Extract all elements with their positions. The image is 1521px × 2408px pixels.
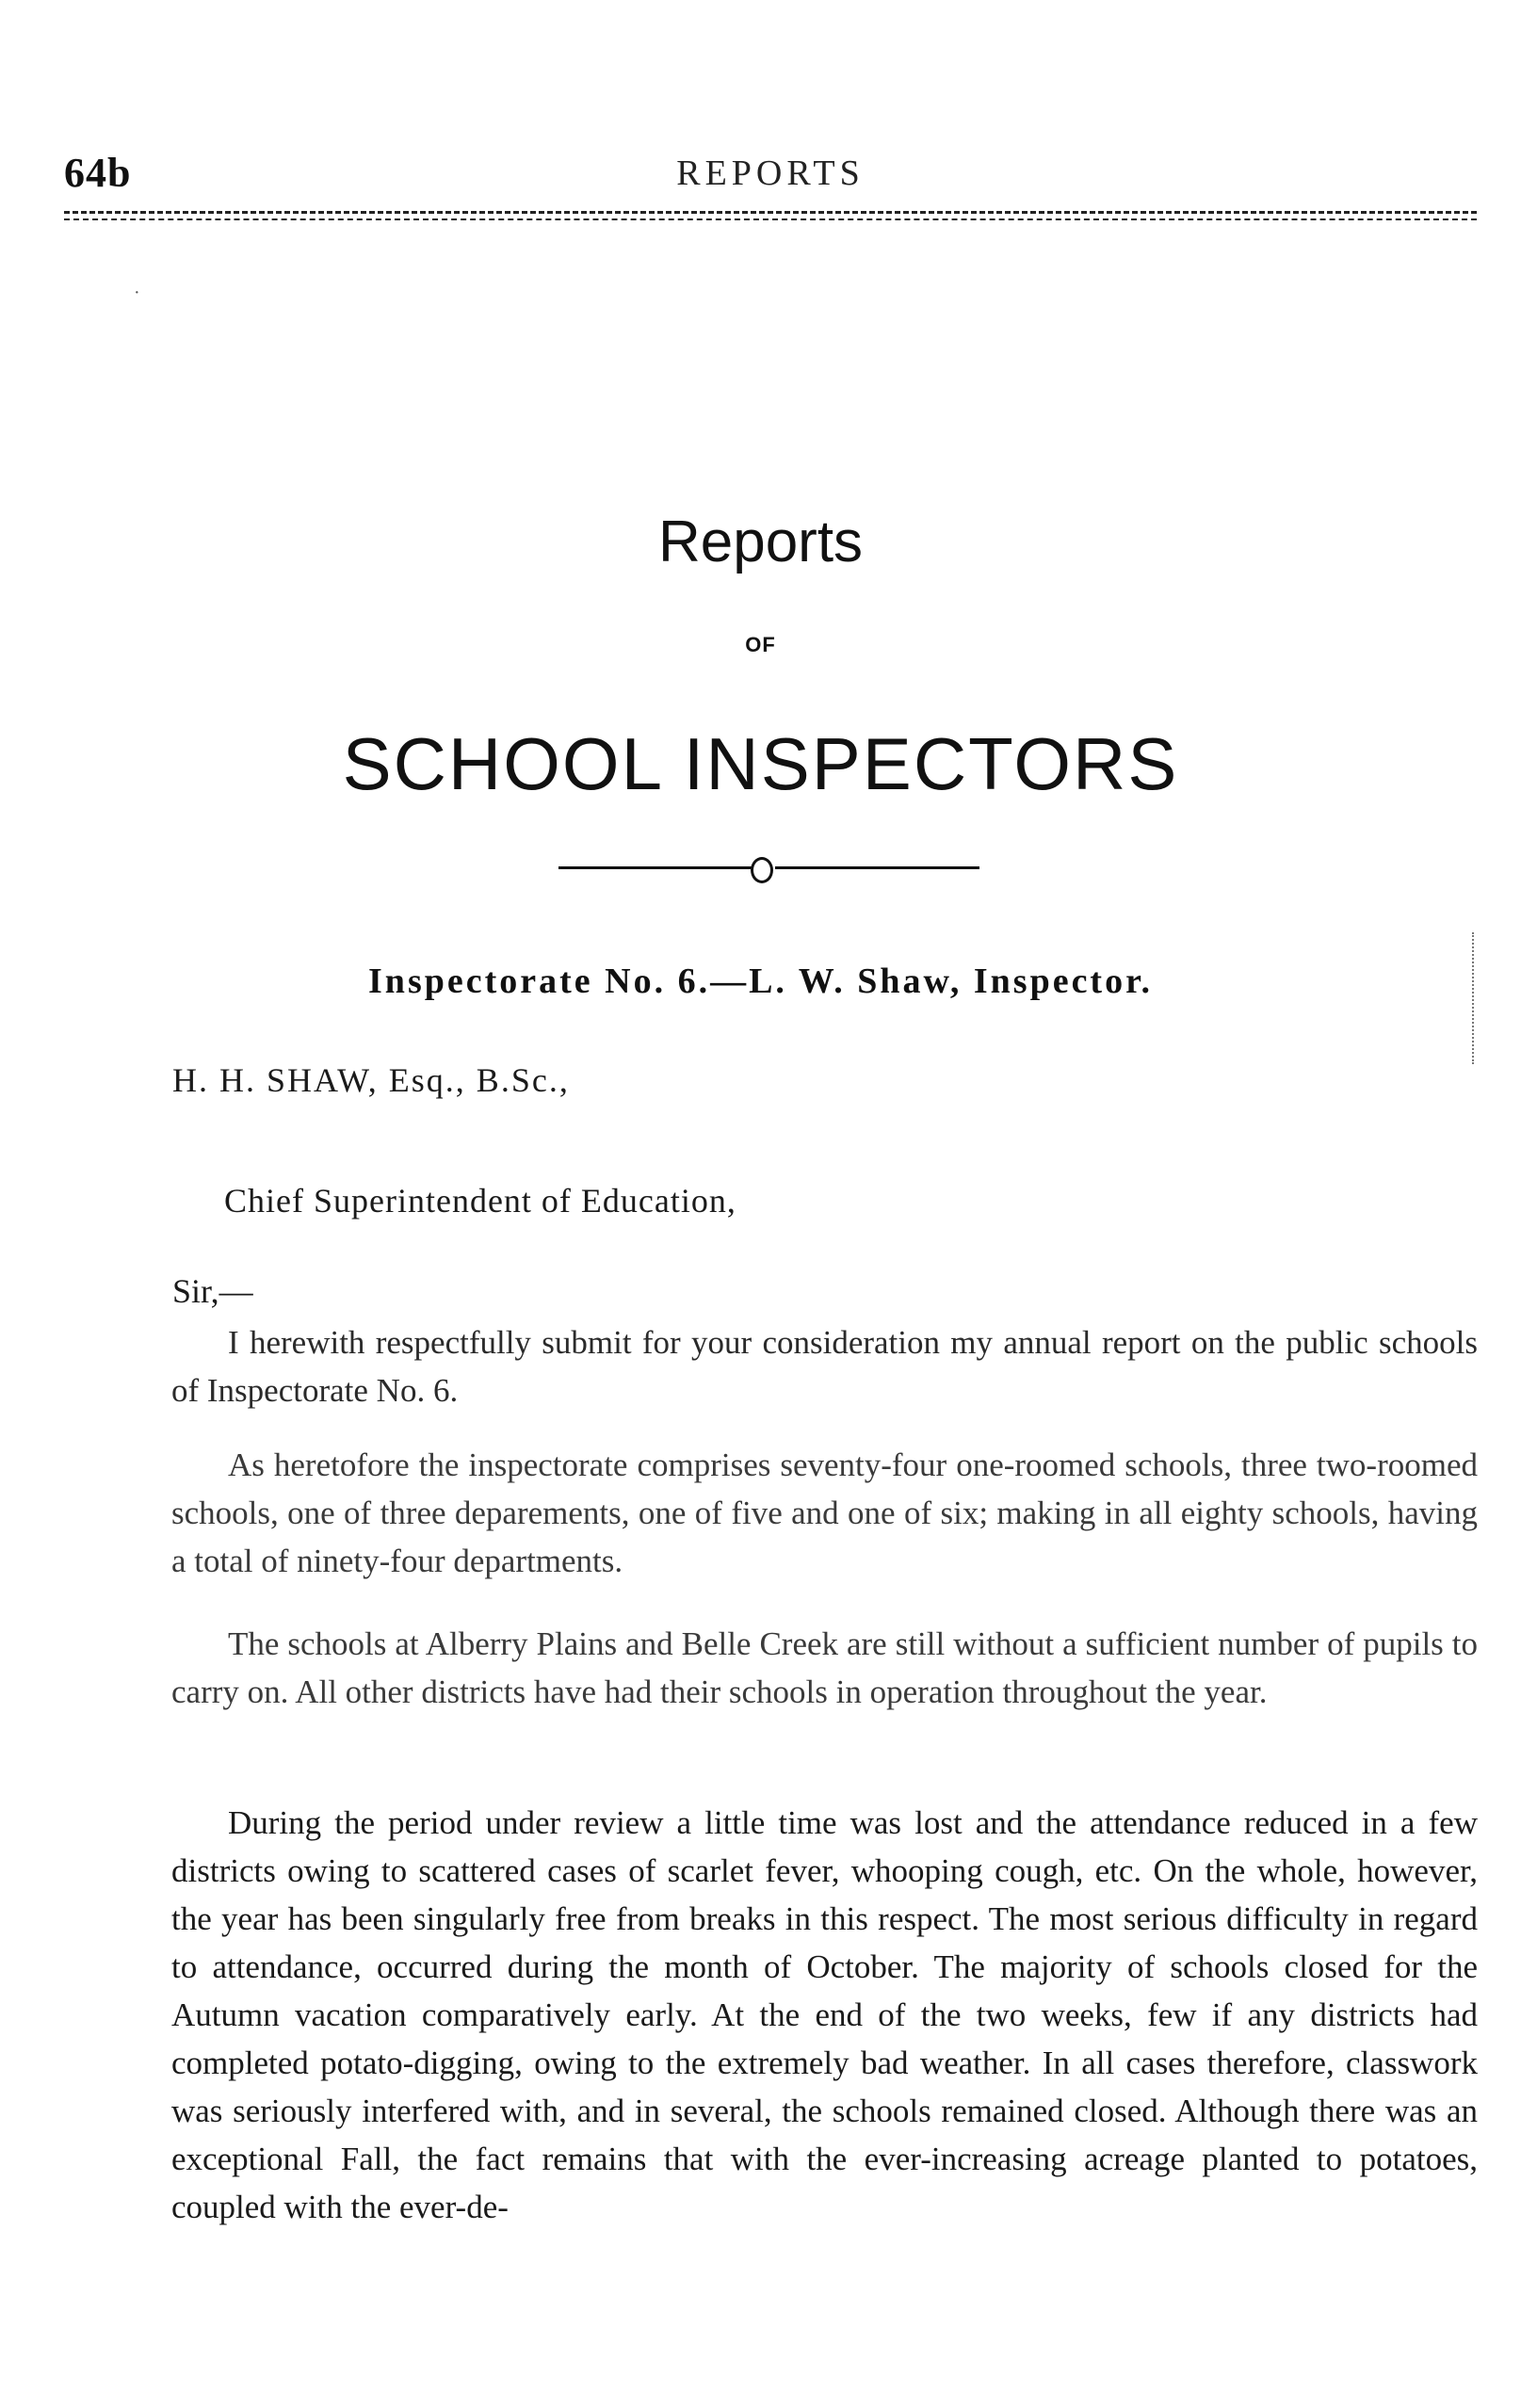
title-school-inspectors: SCHOOL INSPECTORS (342, 722, 1179, 805)
body-paragraph-3: The schools at Alberry Plains and Belle Creek are still without a sufficient number of pupils to carry on. All other districts have had their schools in operation throughout the year. (171, 1625, 1478, 1710)
body-paragraph-4: During the period under review a little time was lost and the attendance reduced in a few districts owing to scattered cases of scarlet fever, whooping cough, etc. On the whole, however, the year has been singularly free from breaks in this respect. The most serious difficulty in regard to attendance, occurred during the month of October. The majority of schools closed for the Autumn vacation comparatively early. At the end of the two weeks, few if any districts had completed potato-digging, owing to the extremely bad weather. In all cases therefore, classwork was seriously interfered with, and in several, the schools remained closed. Although there was an exceptional Fall, the fact remains that with the ever-increasing acreage planted to potatoes, coupled with the ever-de- (171, 1804, 1478, 2225)
salutation: Sir,— (172, 1272, 253, 1310)
ornament-line-left (558, 866, 752, 869)
running-title: REPORTS (676, 154, 865, 193)
header-rule (64, 211, 1477, 214)
inspectorate-subheading: Inspectorate No. 6.—L. W. Shaw, Inspector. (368, 962, 1153, 1001)
title-ornament-divider (558, 853, 979, 881)
header-rule-secondary (64, 218, 1477, 220)
running-header (64, 149, 1477, 205)
page-number: 64b (64, 150, 132, 196)
body-paragraph-2: As heretofore the inspectorate comprises seventy-four one-roomed schools, three two-roomed schools, one of three deparements, one of five and one of six; making in all eighty schools, having a total of ninety-four departments. (171, 1446, 1478, 1579)
addressee-name: H. H. SHAW, Esq., B.Sc., (172, 1061, 570, 1099)
title-reports: Reports (657, 509, 864, 574)
title-of: OF (745, 633, 776, 656)
ornament-circle-icon (751, 857, 773, 883)
ornament-line-right (775, 866, 979, 869)
addressee-title: Chief Superintendent of Education, (224, 1182, 736, 1220)
stray-mark: · (134, 283, 140, 303)
body-paragraph-1: I herewith respectfully submit for your consideration my annual report on the public schools of Inspectorate No. 6. (171, 1324, 1478, 1409)
